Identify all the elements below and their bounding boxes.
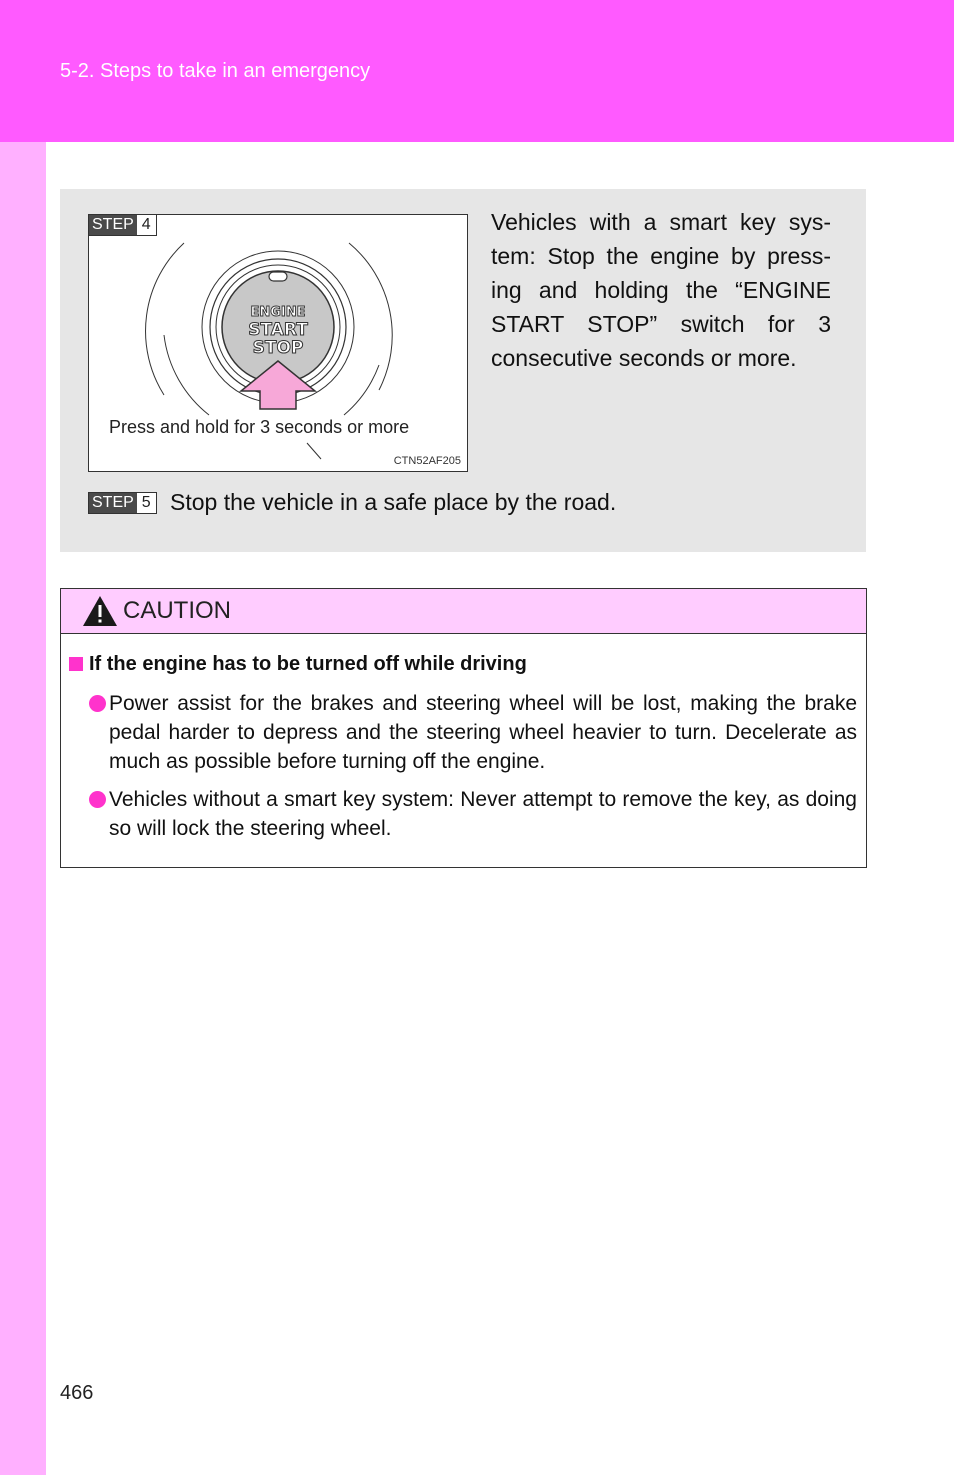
step-4-text: Vehicles with a smart key sys-tem: Stop the engine by press-ing and holding the “ENGINE START STOP” switch for 3 consecutive seconds or more.: [491, 209, 831, 371]
caution-bullet: [89, 689, 857, 776]
caution-header: [61, 589, 866, 634]
button-label-engine: ENGINE: [250, 305, 306, 320]
bullet-dot-icon: [89, 791, 106, 808]
engine-switch-illustration: [88, 214, 468, 472]
caution-title: [69, 653, 527, 676]
page-number: 466: [60, 1382, 94, 1404]
step-5-text: Stop the vehicle in a safe place by the road.: [170, 489, 617, 515]
step-4-badge: [88, 214, 157, 236]
dash-arc-right-lower: [344, 365, 379, 415]
indicator-light: [269, 272, 287, 281]
caution-bullet: [89, 785, 857, 843]
step-label: STEP: [89, 493, 137, 513]
step-label: STEP: [89, 215, 137, 235]
button-label-stop: STOP: [252, 338, 304, 358]
step-number: 5: [137, 493, 156, 513]
dash-arc-left-upper: [146, 243, 184, 395]
warning-triangle-icon: [81, 594, 119, 628]
figure-code: CTN52AF205: [393, 455, 461, 467]
figure-caption: Press and hold for 3 seconds or more: [109, 417, 410, 437]
page-header: [0, 0, 954, 142]
step-number: 4: [137, 215, 156, 235]
step-5-badge: [88, 492, 157, 514]
button-label-start: START: [248, 320, 308, 340]
caution-bullet-text: Power assist for the brakes and steering wheel will be lost, making the brake pedal harder to depress and the steering wheel heavier to turn. Decelerate as much as possible before turning off the engine.: [109, 692, 857, 773]
steps-panel: [60, 189, 866, 552]
caution-heading: CAUTION: [123, 597, 231, 624]
bullet-dot-icon: [89, 695, 106, 712]
section-title: 5-2. Steps to take in an emergency: [60, 60, 371, 82]
dash-arc-left-lower: [164, 335, 209, 415]
lead-line: [307, 443, 321, 459]
side-tab-bar: [0, 142, 46, 1475]
caution-box: [60, 588, 867, 868]
caution-title-text: If the engine has to be turned off while driving: [89, 653, 527, 675]
square-bullet-icon: [69, 657, 83, 671]
dash-arc-right: [349, 243, 392, 390]
caution-bullet-text: Vehicles without a smart key system: Never attempt to remove the key, as doing so will lock the steering wheel.: [109, 788, 857, 840]
